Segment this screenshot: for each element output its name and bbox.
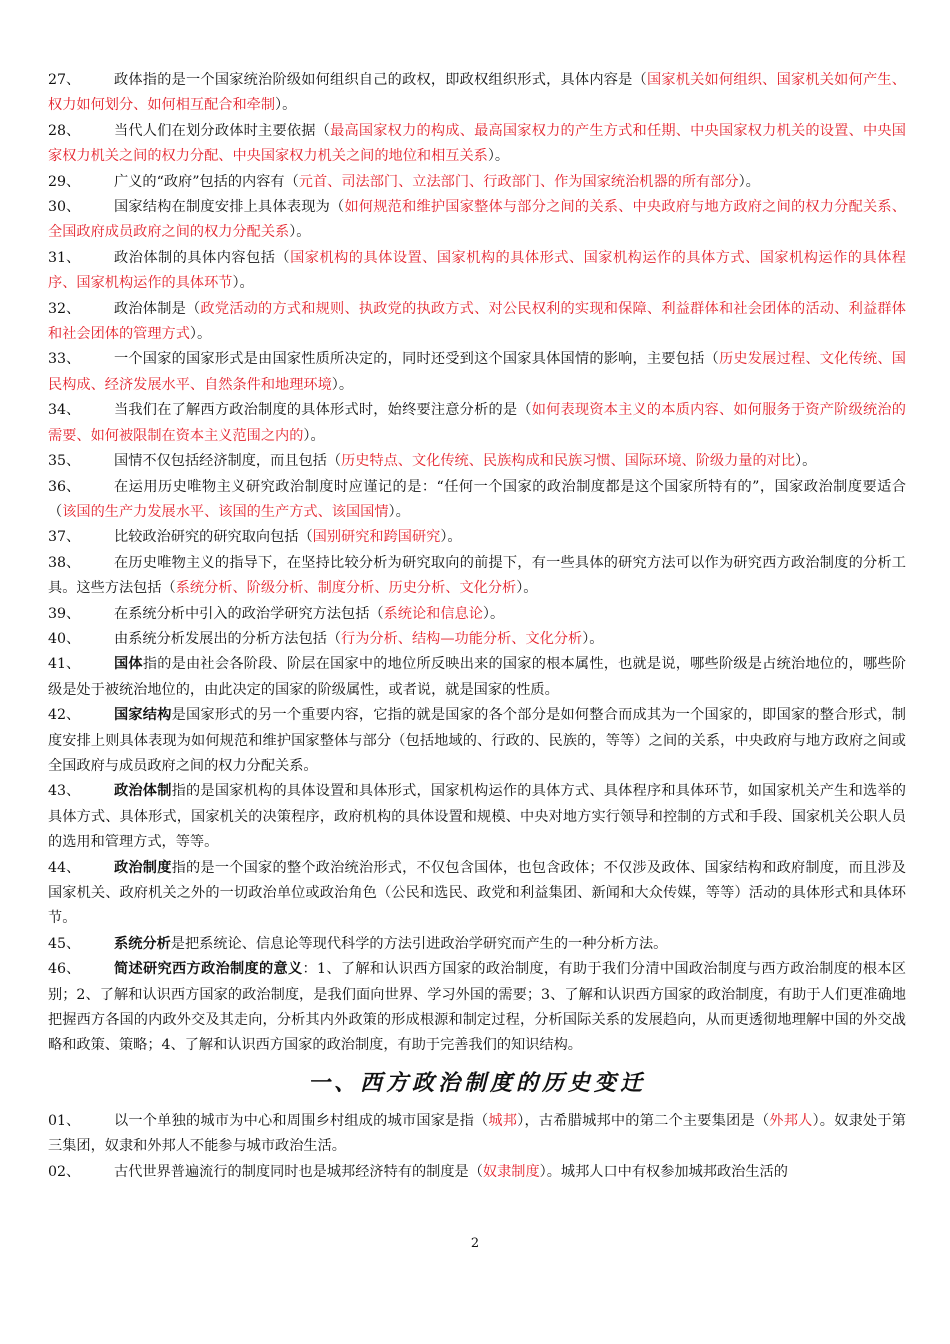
- answer-text: 历史特点、文化传统、民族构成和民族习惯、国际环境、阶级力量的对比: [341, 453, 796, 470]
- item-number: 45、: [48, 935, 81, 952]
- item-text: [48, 1109, 906, 1160]
- item-number: 42、: [48, 707, 81, 724]
- item-number: 38、: [48, 554, 81, 571]
- item-text-segment: 由系统分析发展出的分析方法包括（: [114, 630, 342, 647]
- item-number: 32、: [48, 300, 81, 317]
- answer-text: 行为分析、结构—功能分析、文化分析: [341, 630, 583, 647]
- item-text: [48, 1160, 906, 1185]
- answer-text: 该国的生产力发展水平、该国的生产方式、该国国情: [62, 503, 389, 520]
- item-text: [48, 119, 906, 170]
- item-text: [48, 779, 906, 855]
- item-text-segment: 政治体制的具体内容包括（: [114, 249, 291, 266]
- item-text-segment: ）。: [275, 97, 297, 114]
- item-text-segment: ）。: [289, 224, 311, 241]
- list-item: [48, 119, 906, 170]
- list-item: [48, 195, 906, 246]
- answer-text: 政党活动的方式和规则、执政党的执政方式、对公民权利的实现和保障、利益群体和社会团体的活动、利益群体和社会团体的管理方式: [48, 300, 906, 343]
- list-item: [48, 398, 906, 449]
- term-text: 系统分析: [114, 935, 171, 952]
- item-number: 44、: [48, 859, 81, 876]
- item-text-segment: ）。: [795, 453, 817, 470]
- answer-text: 奴隶制度: [482, 1163, 540, 1180]
- list-item: [48, 703, 906, 779]
- item-number: 02、: [48, 1163, 81, 1180]
- item-text: [48, 856, 906, 932]
- item-text-segment: ）。: [516, 580, 538, 597]
- list-item: [48, 297, 906, 348]
- list-item: [48, 932, 906, 957]
- item-text: [48, 551, 906, 602]
- item-text: [48, 347, 906, 398]
- answer-text: 城邦: [488, 1112, 518, 1129]
- answer-text: 历史发展过程、文化传统、国民构成、经济发展水平、自然条件和地理环境: [48, 351, 906, 393]
- list-item: [48, 551, 906, 602]
- item-text: [48, 627, 906, 652]
- answer-text: 系统论和信息论: [383, 605, 483, 622]
- list-item: [48, 347, 906, 398]
- list-item: [48, 1160, 906, 1185]
- item-text-segment: ）。: [331, 376, 354, 393]
- item-text-segment: ）。: [582, 630, 604, 647]
- answer-text: 如何表现资本主义的本质内容、如何服务于资产阶级统治的需要、如何被限制在资本主义范围之内的: [48, 402, 906, 444]
- list-item: [48, 779, 906, 855]
- item-text-segment: 以一个单独的城市为中心和周围乡村组成的城市国家是指（: [114, 1112, 489, 1129]
- item-text: [48, 449, 906, 474]
- item-text-segment: 在历史唯物主义的指导下，在坚持比较分析为研究取向的前提下，有一些具体的研究方法可以作为研究西方政治制度的分析工具。这些方法包括（: [48, 554, 906, 597]
- item-number: 01、: [48, 1112, 81, 1129]
- item-text-segment: ）。: [738, 173, 760, 190]
- item-number: 27、: [48, 72, 81, 88]
- answer-text: 最高国家权力的构成、最高国家权力的产生方式和任期、中央国家权力机关的设置、中央国家权力机关之间的权力分配、中央国家权力机关之间的地位和相互关系: [48, 122, 906, 165]
- list-item: [48, 957, 906, 1059]
- list-item: [48, 246, 906, 297]
- item-text-segment: 一个国家的国家形式是由国家性质所决定的，同时还受到这个国家具体国情的影响，主要包括（: [114, 351, 719, 368]
- answer-text: 国别研究和跨国研究: [312, 529, 441, 546]
- page-number: 2: [470, 1236, 480, 1251]
- item-text-segment: 政治体制是（: [114, 300, 201, 317]
- item-number: 43、: [48, 783, 81, 800]
- item-number: 28、: [48, 122, 81, 139]
- list-item: [48, 170, 906, 195]
- item-text: [48, 703, 906, 779]
- section-heading: 一、西方政治制度的历史变迁: [307, 1069, 646, 1096]
- item-text-segment: 指的是由社会各阶段、阶层在国家中的地位所反映出来的国家的根本属性，也就是说，哪些阶级是占统治地位的，哪些阶级是处于被统治地位的，由此决定的国家的阶级属性，或者说，就是国家的性质。: [48, 656, 906, 698]
- item-text-segment: 指的是一个国家的整个政治统治形式，不仅包含国体，也包含政体；不仅涉及政体、国家结构和政府制度，而且涉及国家机关、政府机关之外的一切政治单位或政治角色（公民和选民、政党和利益集团、新闻和大众传媒，等等）活动的具体形式和具体环节。: [48, 859, 906, 927]
- list-item: [48, 475, 906, 526]
- term-text: 政治制度: [114, 859, 172, 876]
- item-number: 39、: [48, 605, 81, 622]
- item-text: [48, 297, 906, 348]
- item-text-segment: 当代人们在划分政体时主要依据（: [114, 122, 331, 139]
- item-text-segment: 国情不仅包括经济制度，而且包括（: [114, 453, 342, 470]
- list-item: [48, 1109, 906, 1160]
- item-text: [48, 475, 906, 526]
- answer-text: 国家机构的具体设置、国家机构的具体形式、国家机构运作的具体方式、国家机构运作的具体程序、国家机构运作的具体环节: [48, 249, 906, 292]
- list-item: [48, 525, 906, 550]
- item-number: 34、: [48, 402, 81, 419]
- item-text-segment: ：1、了解和认识西方国家的政治制度，有助于我们分清中国政治制度与西方政治制度的根本区别；2、了解和认识西方国家的政治制度，是我们面向世界、学习外国的需要；3、了解和认识西方国家的政治制度，有助于人们更准确地把握西方各国的内政外交及其走向，分析其内外政策的形成根源和制定过程，分析国际关系的发展趋向，从而更透彻地理解中国的外交战略和政策、策略；4、了解和认识西方国家的政治制度，有助于完善我们的知识结构。: [48, 961, 906, 1054]
- item-number: 35、: [48, 453, 81, 470]
- item-text: [48, 246, 906, 297]
- list-item: [48, 449, 906, 474]
- item-text-segment: 政体指的是一个国家统治阶级如何组织自己的政权，即政权组织形式，具体内容是（: [114, 72, 647, 88]
- item-text: [48, 68, 906, 119]
- item-text-segment: 指的是国家机构的具体设置和具体形式，国家机构运作的具体方式、具体程序和具体环节，如国家机关产生和选举的具体方式、具体形式，国家机关的决策程序，政府机构的具体设置和规模、中央对地方实行领导和控制的方式和手段、国家机关公职人员的选用和管理方式，等等。: [48, 783, 906, 851]
- item-text-segment: ）。奴隶处于第三集团，奴隶和外邦人不能参与城市政治生活。: [48, 1112, 906, 1155]
- item-text-segment: ）。: [232, 275, 254, 292]
- item-text-segment: ）。: [388, 503, 410, 520]
- item-text-segment: 古代世界普遍流行的制度同时也是城邦经济特有的制度是（: [114, 1163, 483, 1180]
- item-number: 31、: [48, 249, 81, 266]
- item-text: [48, 170, 906, 195]
- item-text: [48, 652, 906, 703]
- item-number: 29、: [48, 173, 81, 190]
- item-text-segment: 是国家形式的另一个重要内容，它指的就是国家的各个部分是如何整合而成其为一个国家的，即国家的整合形式，制度安排上则具体表现为如何规范和维护国家整体与部分（包括地域的、行政的、民族的，等等）之间的关系，中央政府与地方政府之间或全国政府与成员政府之间的权力分配关系。: [48, 707, 906, 774]
- term-text: 简述研究西方政治制度的意义: [114, 961, 303, 978]
- item-text-segment: 国家结构在制度安排上具体表现为（: [114, 199, 345, 216]
- item-text: [48, 398, 906, 449]
- item-text-segment: 当我们在了解西方政治制度的具体形式时，始终要注意分析的是（: [114, 402, 532, 419]
- list-item: [48, 652, 906, 703]
- term-text: 政治体制: [114, 783, 172, 800]
- item-number: 46、: [48, 961, 81, 978]
- item-number: 41、: [48, 656, 81, 673]
- item-text-segment: ）。: [440, 529, 462, 546]
- item-text-segment: 在系统分析中引入的政治学研究方法包括（: [114, 605, 384, 622]
- list-item: [48, 68, 906, 119]
- document-body: [48, 68, 906, 1185]
- section-numbered-list: [48, 1109, 906, 1185]
- item-text-segment: 是把系统论、信息论等现代科学的方法引进政治学研究而产生的一种分析方法。: [170, 935, 668, 952]
- answer-text: 系统分析、阶级分析、制度分析、历史分析、文化分析: [175, 580, 517, 597]
- item-text-segment: ）。: [189, 326, 212, 343]
- item-text: [48, 195, 906, 246]
- answer-text: 如何规范和维护国家整体与部分之间的关系、中央政府与地方政府之间的权力分配关系、全国政府成员政府之间的权力分配关系: [48, 199, 906, 241]
- answer-text: 元首、司法部门、立法部门、行政部门、作为国家统治机器的所有部分: [298, 173, 739, 190]
- list-item: [48, 602, 906, 627]
- item-text: [48, 525, 906, 550]
- item-text-segment: ）。: [482, 605, 505, 622]
- item-number: 30、: [48, 199, 81, 216]
- term-text: 国体: [114, 656, 143, 673]
- item-text: [48, 957, 906, 1059]
- item-text-segment: 比较政治研究的研究取向包括（: [114, 529, 313, 546]
- item-number: 37、: [48, 529, 81, 546]
- item-text: [48, 602, 906, 627]
- answer-text: 国家机关如何组织、国家机关如何产生、权力如何划分、如何相互配合和牵制: [48, 72, 906, 114]
- list-item: [48, 856, 906, 932]
- item-text: [48, 932, 906, 957]
- numbered-list: [48, 68, 906, 1059]
- item-text-segment: ）。: [487, 148, 510, 165]
- answer-text: 外邦人: [769, 1112, 813, 1129]
- item-text-segment: ）。: [303, 427, 325, 444]
- item-number: 33、: [48, 351, 81, 368]
- item-text-segment: ），古希腊城邦中的第二个主要集团是（: [517, 1112, 770, 1129]
- item-number: 36、: [48, 478, 81, 495]
- item-text-segment: 在运用历史唯物主义研究政治制度时应谨记的是：“任何一个国家的政治制度都是这个国家所特有的”，国家政治制度要适合（: [48, 478, 906, 520]
- term-text: 国家结构: [114, 707, 172, 724]
- item-text-segment: 广义的“政府”包括的内容有（: [114, 173, 299, 190]
- list-item: [48, 627, 906, 652]
- item-number: 40、: [48, 630, 81, 647]
- item-text-segment: ）。城邦人口中有权参加城邦政治生活的: [539, 1163, 788, 1180]
